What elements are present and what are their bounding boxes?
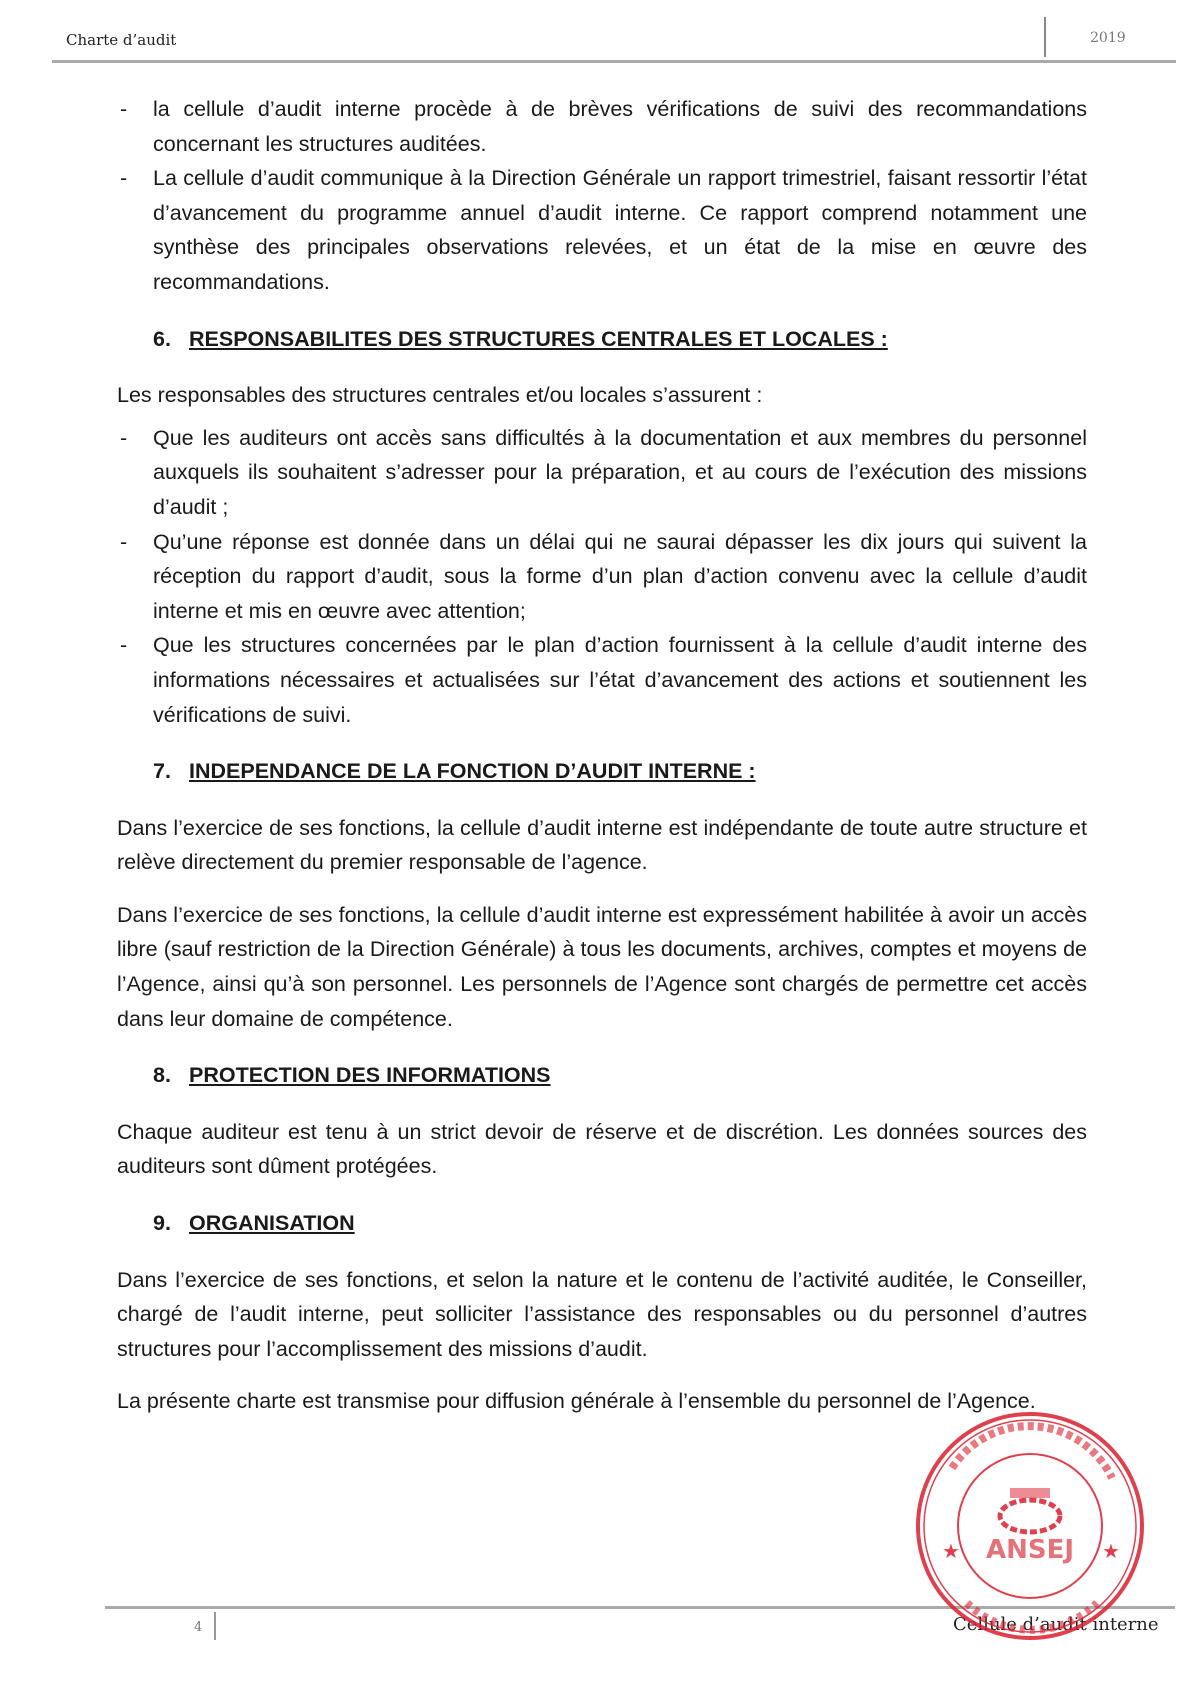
paragraph: Chaque auditeur est tenu à un strict devoir de réserve et de discrétion. Les données sources des auditeurs sont dûment protégées. <box>117 1119 1087 1179</box>
section-number: 9. <box>153 1211 171 1236</box>
footer-divider <box>214 1612 216 1640</box>
paragraph: Les responsables des structures centrales et/ou locales s’assurent : <box>117 383 763 408</box>
paragraph: Dans l’exercice de ses fonctions, et selon la nature et le contenu de l’activité auditée, le Conseiller, chargé de l’audit interne, peut solliciter l’assistance des responsables ou du personnel d’autres structures pour l’accomplissement des missions d’audit. <box>117 1267 1087 1361</box>
paragraph: Dans l’exercice de ses fonctions, la cellule d’audit interne est expressément habilitée à avoir un accès libre (sauf restriction de la Direction Générale) à tous les documents, archives, comptes et moyens de l’Agence, ainsi qu’à son personnel. Les personnels de l’Agence sont chargés de permettre cet accès dans leur domaine de compétence. <box>117 902 1087 1031</box>
list-item: - Qu’une réponse est donnée dans un délai qui ne saurai dépasser les dix jours qui suivent la réception du rapport d’audit, sous la forme d’un plan d’action convenu avec la cellule d’audit interne et mis en œuvre avec attention; <box>117 525 1087 629</box>
header-divider <box>1044 17 1046 57</box>
svg-text:★: ★ <box>942 1539 960 1563</box>
header-title: Charte d’audit <box>66 31 177 49</box>
svg-text:ANSEJ: ANSEJ <box>985 1535 1075 1565</box>
list-item: - Que les structures concernées par le plan d’action fournissent à la cellule d’audit interne des informations nécessaires et actualisées sur l’état d’avancement des actions et soutiennent les vérifications de suivi. <box>117 628 1087 732</box>
list-item: - La cellule d’audit communique à la Direction Générale un rapport trimestriel, faisant ressortir l’état d’avancement du programme annuel d’audit interne. Ce rapport comprend notamment une synthèse des principales observations relevées, et un état de la mise en œuvre des recommandations. <box>117 161 1087 299</box>
header-year: 2019 <box>1090 30 1126 46</box>
section-number: 8. <box>153 1063 171 1088</box>
section-heading <box>153 1058 1087 1093</box>
section-heading <box>153 754 1087 789</box>
section-title: PROTECTION DES INFORMATIONS <box>189 1063 551 1088</box>
list-item: - la cellule d’audit interne procède à de brèves vérifications de suivi des recommandations concernant les structures auditées. <box>117 92 1087 161</box>
paragraph: La présente charte est transmise pour diffusion générale à l’ensemble du personnel de l’Agence. <box>117 1389 1036 1414</box>
section-number: 6. <box>153 326 171 351</box>
section-heading <box>153 1206 1087 1241</box>
section-title: RESPONSABILITES DES STRUCTURES CENTRALES ET LOCALES : <box>189 326 888 351</box>
svg-text:★: ★ <box>1102 1539 1120 1563</box>
document-body <box>117 92 1087 1419</box>
paragraph: Dans l’exercice de ses fonctions, la cellule d’audit interne est indépendante de toute autre structure et relève directement du premier responsable de l’agence. <box>117 815 1087 875</box>
section-title: ORGANISATION <box>189 1211 355 1236</box>
list-item: - Que les auditeurs ont accès sans difficultés à la documentation et aux membres du personnel auxquels ils souhaitent s’adresser pour la préparation, et au cours de l’exécution des missions d’audit ; <box>117 421 1087 525</box>
section-number: 7. <box>153 759 171 784</box>
header-rule <box>52 60 1176 63</box>
official-stamp-icon <box>912 1408 1148 1644</box>
page-number: 4 <box>194 1620 203 1635</box>
section-title: INDEPENDANCE DE LA FONCTION D’AUDIT INTERNE : <box>189 759 756 784</box>
section-heading <box>153 322 1087 357</box>
footer-text: Cellule d’audit interne <box>953 1614 1159 1635</box>
